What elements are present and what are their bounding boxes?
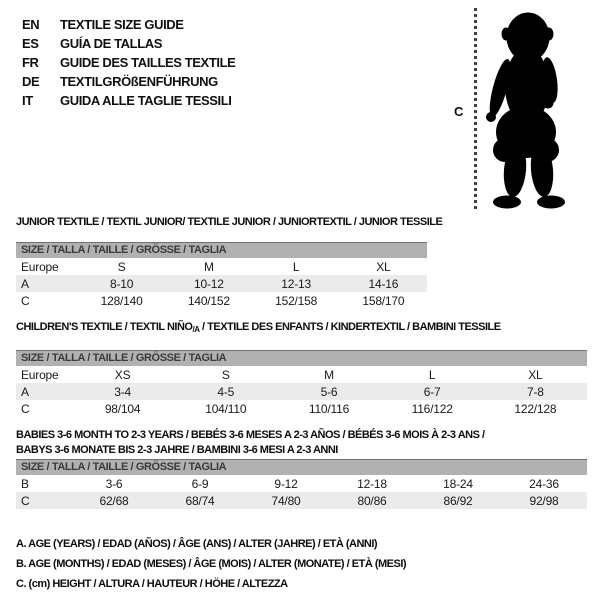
language-code: FR — [22, 55, 39, 70]
baby-height-figure — [440, 0, 600, 215]
size-value-cell: 14-16 — [340, 275, 427, 292]
size-value-cell: M — [324, 367, 334, 382]
size-value-cell: 110/116 — [308, 401, 350, 416]
size-band: SIZE / TALLA / TAILLE / GRÖSSE / TAGLIA — [16, 242, 427, 258]
size-value-cell: 104/110 — [205, 401, 247, 416]
language-label: GUÍA DE TALLAS — [60, 36, 163, 51]
title-text: CHILDREN'S TEXTILE / TEXTIL NIÑO — [16, 321, 193, 333]
size-value-cell: 9-12 — [274, 476, 298, 491]
size-value-cell: 3-6 — [105, 476, 123, 491]
language-row — [22, 53, 235, 72]
language-label: GUIDA ALLE TAGLIE TESSILI — [60, 93, 232, 108]
language-label: GUIDE DES TAILLES TEXTILE — [60, 55, 236, 70]
size-value-cell: 4-5 — [174, 383, 277, 400]
size-value-cell: 116/122 — [411, 401, 453, 416]
title-text: / TEXTILE DES ENFANTS / KINDERTEXTIL / BAMBINI TESSILE — [199, 321, 501, 333]
baby-silhouette-icon — [485, 10, 580, 210]
row-label-cell: C — [21, 293, 30, 308]
language-row — [22, 34, 235, 53]
language-label: TEXTILE SIZE GUIDE — [60, 17, 184, 32]
size-value-cell: 152/158 — [275, 293, 318, 308]
table-row — [16, 383, 587, 400]
language-code: DE — [22, 74, 40, 89]
size-value-cell: 62/68 — [71, 492, 157, 509]
size-band: SIZE / TALLA / TAILLE / GRÖSSE / TAGLIA — [16, 350, 587, 366]
language-row — [22, 15, 235, 34]
babies-size-table — [16, 475, 587, 509]
children-textile-section — [16, 320, 587, 417]
language-list — [22, 15, 235, 110]
note-line-b: B. AGE (MONTHS) / EDAD (MESES) / ÂGE (MOIS) / ALTER (MONATE) / ETÀ (MESI) — [16, 558, 407, 570]
size-value-cell: L — [292, 259, 300, 274]
table-row — [16, 292, 427, 309]
size-value-cell: 12-18 — [357, 476, 387, 491]
language-label: TEXTILGRÖßENFÜHRUNG — [60, 74, 218, 89]
language-code: ES — [22, 36, 39, 51]
size-value-cell: XL — [376, 259, 391, 274]
size-value-cell: S — [117, 259, 126, 274]
table-row — [16, 475, 587, 492]
size-value-cell: 92/98 — [501, 492, 587, 509]
size-value-cell: 74/80 — [243, 492, 329, 509]
size-value-cell: 86/92 — [415, 492, 501, 509]
table-row — [16, 366, 587, 383]
size-value-cell: XS — [114, 367, 131, 382]
row-label-cell: C — [21, 401, 30, 416]
language-row — [22, 91, 235, 110]
size-value-cell: 98/104 — [104, 401, 141, 416]
size-value-cell: 12-13 — [253, 275, 340, 292]
size-value-cell: 158/170 — [362, 293, 405, 308]
junior-table-title: JUNIOR TEXTILE / TEXTIL JUNIOR/ TEXTILE JUNIOR / JUNIORTEXTIL / JUNIOR TESSILE — [16, 216, 443, 228]
size-value-cell: 5-6 — [277, 383, 380, 400]
size-value-cell: 7-8 — [484, 383, 587, 400]
size-value-cell: 3-4 — [71, 383, 174, 400]
title-line: BABIES 3-6 MONTH TO 2-3 YEARS / BEBÉS 3-6 MESES A 2-3 AÑOS / BÉBÉS 3-6 MOIS À 2-3 ANS / — [16, 429, 485, 441]
language-code: IT — [22, 93, 33, 108]
note-line-c: C. (cm) HEIGHT / ALTURA / HAUTEUR / HÖHE / ALTEZZA — [16, 578, 288, 590]
height-dotted-line-icon — [474, 8, 477, 209]
size-value-cell: 6-7 — [381, 383, 484, 400]
size-value-cell: M — [203, 259, 214, 274]
size-value-cell: 6-9 — [191, 476, 209, 491]
size-value-cell: 8-10 — [78, 275, 165, 292]
row-label-cell: A — [16, 275, 78, 292]
children-size-table — [16, 366, 587, 417]
size-value-cell: L — [428, 367, 436, 382]
size-value-cell: S — [221, 367, 230, 382]
size-value-cell: XL — [528, 367, 543, 382]
table-row — [16, 275, 427, 292]
size-value-cell: 128/140 — [100, 293, 143, 308]
size-value-cell: 140/152 — [187, 293, 230, 308]
size-value-cell: 122/128 — [514, 401, 557, 416]
height-label-c: C — [454, 104, 464, 119]
junior-textile-section — [16, 215, 443, 309]
row-label-cell: C — [16, 492, 71, 509]
language-row — [22, 72, 235, 91]
size-value-cell: 18-24 — [443, 476, 473, 491]
size-value-cell: 80/86 — [329, 492, 415, 509]
babies-textile-section — [16, 428, 587, 509]
children-table-title — [16, 320, 587, 337]
title-line: BABYS 3-6 MONATE BIS 2-3 JAHRE / BAMBINI 3-6 MESI A 2-3 ANNI — [16, 444, 338, 456]
babies-table-title — [16, 428, 587, 458]
row-label-cell: Europe — [21, 259, 59, 274]
row-label-cell: Europe — [21, 367, 59, 382]
size-value-cell: 24-36 — [529, 476, 559, 491]
language-code: EN — [22, 17, 40, 32]
table-row — [16, 400, 587, 417]
size-value-cell: 10-12 — [165, 275, 252, 292]
size-band: SIZE / TALLA / TAILLE / GRÖSSE / TAGLIA — [16, 459, 587, 475]
row-label-cell: B — [21, 476, 29, 491]
table-row — [16, 492, 587, 509]
size-value-cell: 68/74 — [157, 492, 243, 509]
table-row — [16, 258, 427, 275]
title-subscript: /A — [192, 325, 200, 334]
row-label-cell: A — [16, 383, 71, 400]
footer-notes — [16, 534, 406, 594]
note-line-a: A. AGE (YEARS) / EDAD (AÑOS) / ÂGE (ANS) / ALTER (JAHRE) / ETÀ (ANNI) — [16, 538, 378, 550]
junior-size-table — [16, 258, 427, 309]
